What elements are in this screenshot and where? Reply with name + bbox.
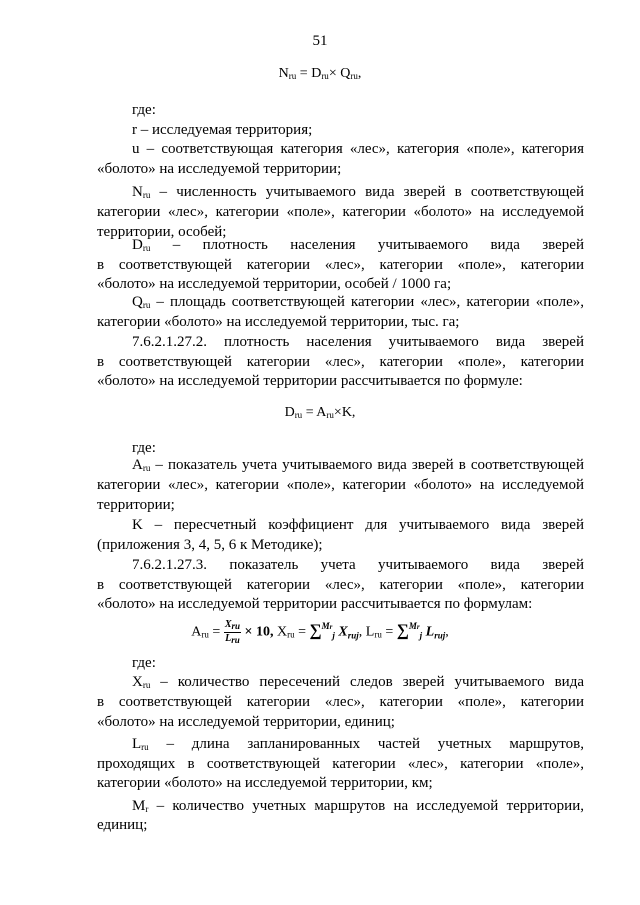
formula-x-subscript: ru	[287, 629, 295, 640]
formula-l-subscript: ru	[374, 629, 382, 640]
sigma-upper-r: r	[329, 622, 333, 631]
formula-d-end: ×K,	[333, 405, 356, 420]
definition-l-subscript: ru	[141, 742, 149, 752]
definition-d-subscript: ru	[142, 243, 151, 253]
where-label-3: где:	[132, 655, 156, 671]
where-label-1: где:	[132, 102, 156, 118]
definition-n-line-3: территории, особей;	[97, 224, 227, 240]
formula-d	[0, 405, 640, 421]
definition-x-line-3: «болото» на исследуемой территории, единиц;	[97, 714, 395, 730]
formula-l-sigma-lower: j	[419, 630, 423, 641]
definition-q-line-2: категории «болото» на исследуемой территории, тыс. га;	[97, 314, 460, 330]
definition-d-text: – плотность населения учитываемого вида зверей	[150, 237, 584, 253]
definition-k-line-1: K – пересчетный коэффициент для учитываемого вида зверей	[132, 517, 584, 533]
definition-a-subscript: ru	[142, 463, 151, 473]
definition-m-symbol: M	[132, 798, 146, 814]
formula-a-fraction	[224, 619, 241, 646]
definition-q-text: – площадь соответствующей категории «лес», категории «поле»,	[150, 294, 584, 310]
formula-d-subscript: ru	[294, 410, 303, 420]
numerator-symbol: X	[224, 619, 232, 630]
definition-d-symbol: D	[132, 237, 143, 253]
definition-n-subscript: ru	[142, 190, 151, 200]
formula-d-a-subscript: ru	[326, 410, 334, 420]
section-2-line-2: в соответствующей категории «лес», категории «поле», категории	[97, 354, 584, 370]
formula-l-end: ,	[445, 624, 449, 640]
l-sigma-upper-r: r	[416, 622, 420, 631]
definition-m-subscript: r	[145, 804, 149, 814]
section-3-line-3: «болото» на исследуемой территории рассчитывается по формулам:	[97, 596, 533, 612]
definition-u-line-2: «болото» на исследуемой территории;	[97, 161, 342, 177]
formula-x-sigma-lower: j	[332, 630, 335, 641]
section-2-line-1: 7.6.2.1.27.2. плотность населения учитываемого вида зверей	[132, 334, 584, 350]
formula-l-equals: =	[381, 624, 397, 640]
definition-x-text: – количество пересечений следов зверей учитываемого вида	[150, 674, 584, 690]
definition-d-line-3: «болото» на исследуемой территории, особей / 1000 га;	[97, 276, 452, 292]
definition-x-symbol: X	[132, 674, 143, 690]
where-label-2: где:	[132, 440, 156, 456]
formula-a-subscript: ru	[201, 629, 209, 640]
formula-x-symbol: X	[276, 624, 288, 640]
formula-l-term: L	[425, 624, 435, 640]
definition-a-line-3: территории;	[97, 497, 175, 513]
formula-a-times-ten: × 10,	[241, 624, 274, 640]
formula-l-term-subscript: ruj	[434, 630, 446, 641]
formula-x-sigma-upper	[322, 621, 333, 631]
definition-u-line-1: u – соответствующая категория «лес», категория «поле», категория	[132, 141, 584, 157]
definition-d-line-2: в соответствующей категории «лес», категории «поле», категории	[97, 257, 584, 273]
formula-x-equals: =	[294, 624, 310, 640]
formula-x-term-subscript: ruj	[347, 630, 359, 641]
formula-a	[0, 619, 640, 646]
formula-n-d-subscript: ru	[321, 71, 329, 81]
definition-q-subscript: ru	[142, 300, 151, 310]
definition-a-symbol: A	[132, 457, 143, 473]
definition-l-text: – длина запланированных частей учетных маршрутов,	[148, 736, 584, 752]
definition-n-symbol: N	[132, 184, 143, 200]
definition-n-line-2: категории «лес», категории «поле», категории «болото» на исследуемой	[97, 204, 584, 220]
formula-x-sigma: ∑	[309, 620, 322, 640]
definition-k-line-2: (приложения 3, 4, 5, 6 к Методике);	[97, 537, 323, 553]
definition-q-symbol: Q	[132, 294, 143, 310]
section-3-line-1: 7.6.2.1.27.3. показатель учета учитываемого вида зверей	[132, 557, 584, 573]
definition-l-line-2: проходящих в соответствующей категории «лес», категории «поле»,	[97, 756, 584, 772]
denominator-symbol: L	[225, 633, 232, 644]
formula-n-d: = D	[296, 66, 322, 81]
definition-a-text: – показатель учета учитываемого вида зверей в соответствующей	[150, 457, 584, 473]
l-sigma-upper-m: M	[408, 620, 417, 631]
definition-a-line-2: категории «лес», категории «поле», категории «болото» на исследуемой	[97, 477, 584, 493]
definition-x-subscript: ru	[142, 680, 151, 690]
formula-n	[0, 66, 640, 82]
definition-l-symbol: L	[132, 736, 142, 752]
formula-n-end: ,	[357, 66, 362, 81]
fraction-denominator	[224, 633, 241, 646]
formula-l-sigma: ∑	[396, 620, 409, 640]
formula-x-term: X	[338, 624, 348, 640]
formula-d-symbol: D	[284, 405, 295, 420]
definition-x-line-2: в соответствующей категории «лес», категории «поле», категории	[97, 694, 584, 710]
section-3-line-2: в соответствующей категории «лес», категории «поле», категории	[97, 577, 584, 593]
definition-n-text: – численность учитываемого вида зверей в соответствующей	[150, 184, 584, 200]
definition-m-line-2: единиц;	[97, 817, 148, 833]
formula-l-symbol: L	[365, 624, 375, 640]
formula-n-subscript: ru	[288, 71, 297, 81]
formula-a-symbol: A	[191, 624, 202, 640]
formula-x-comma: ,	[358, 624, 363, 640]
formula-n-q: × Q	[328, 66, 351, 81]
fraction-numerator	[224, 619, 241, 633]
formula-a-equals: =	[208, 624, 224, 640]
formula-n-q-subscript: ru	[350, 71, 358, 81]
formula-d-a: = A	[302, 405, 327, 420]
section-2-line-3: «болото» на исследуемой территории рассчитывается по формуле:	[97, 373, 523, 389]
formula-l-sigma-upper	[409, 621, 420, 631]
definition-m-text: – количество учетных маршрутов на исследуемой территории,	[148, 798, 584, 814]
numerator-subscript: ru	[231, 621, 240, 631]
definition-l-line-3: категории «болото» на исследуемой территории, км;	[97, 775, 433, 791]
formula-n-symbol: N	[278, 66, 289, 81]
definition-r: r – исследуемая территория;	[132, 122, 313, 138]
denominator-subscript: ru	[231, 635, 240, 645]
sigma-upper-m: M	[321, 620, 330, 631]
page-number: 51	[312, 33, 328, 49]
